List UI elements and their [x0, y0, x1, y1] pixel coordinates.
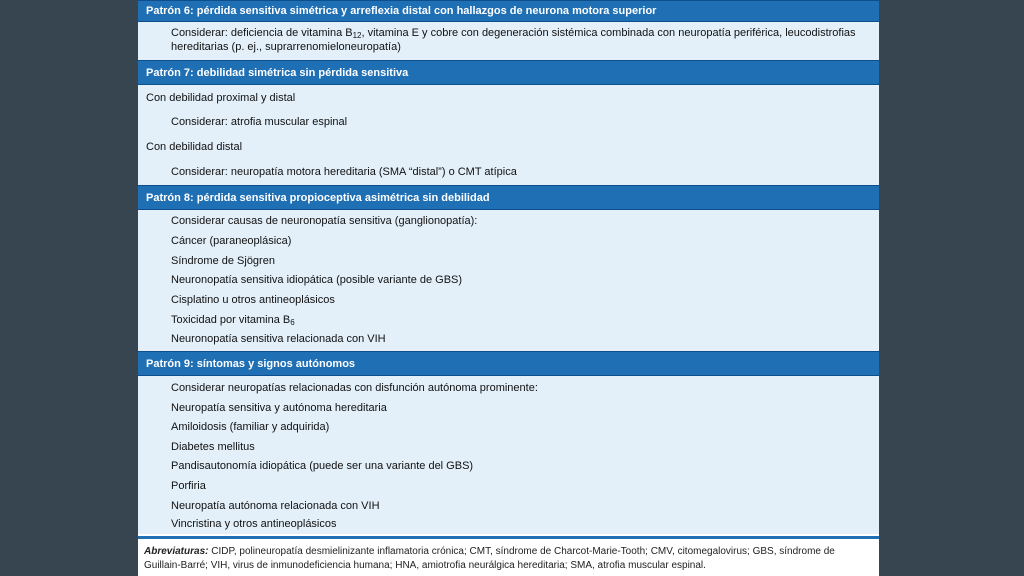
pattern-9-body: [138, 376, 879, 534]
abbreviations-footnote: [144, 545, 874, 573]
pattern-7-body: [138, 85, 879, 185]
document-page: [138, 0, 879, 576]
footnote-text: CIDP, polineuropatía desmielinizante inflamatoria crónica; CMT, síndrome de Charcot-Marie-Tooth; CMV, citomegalovirus; GBS, síndrome de Guillain-Barré; VIH, virus de inmunodeficiencia humana; HNA, amiotrofia neurálgica hereditaria; SMA, atrofia muscular espinal.: [144, 546, 835, 571]
list-item: Neuronopatía sensitiva idiopática (posible variante de GBS): [171, 274, 463, 286]
pattern-7-subheading-2: Con debilidad distal: [146, 141, 243, 153]
table-bottom-rule: [138, 536, 879, 539]
list-item: Neuropatía sensitiva y autónoma hereditaria: [171, 402, 387, 414]
list-item: Neuropatía autónoma relacionada con VIH: [171, 500, 380, 512]
list-item: Vincristina y otros antineoplásicos: [171, 518, 337, 530]
list-item: Cisplatino u otros antineoplásicos: [171, 294, 335, 306]
footnote-label: Abreviaturas:: [144, 546, 209, 557]
pattern-9-intro: Considerar neuropatías relacionadas con disfunción autónoma prominente:: [171, 382, 538, 394]
pattern-6-body: [138, 22, 879, 60]
subscript: 12: [352, 31, 362, 40]
consider-text: Considerar: deficiencia de vitamina B: [171, 27, 353, 39]
pattern-8-header: Patrón 8: pérdida sensitiva propioceptiva asimétrica sin debilidad: [138, 185, 879, 210]
pattern-9-header: Patrón 9: síntomas y signos autónomos: [138, 351, 879, 376]
list-item: Pandisautonomía idiopática (puede ser una variante del GBS): [171, 460, 474, 472]
subscript: 6: [290, 318, 295, 327]
pattern-6-consider: [171, 26, 861, 54]
pattern-7-consider-1: Considerar: atrofia muscular espinal: [171, 116, 348, 128]
list-item: Amiloidosis (familiar y adquirida): [171, 421, 330, 433]
pattern-8-body: [138, 210, 879, 351]
list-item: Cáncer (paraneoplásica): [171, 235, 292, 247]
pattern-7-consider-2: Considerar: neuropatía motora hereditaria (SMA “distal”) o CMT atípica: [171, 166, 517, 178]
list-item: [171, 313, 295, 327]
list-item: Porfiria: [171, 480, 206, 492]
pattern-7-subheading-1: Con debilidad proximal y distal: [146, 92, 296, 104]
pattern-7-header: Patrón 7: debilidad simétrica sin pérdida sensitiva: [138, 60, 879, 85]
consider-text-cont: , vitamina E y cobre con degeneración sistémica combinada con neuropatía periférica, leucodistrofias hereditarias (p. ej., suprarrenomieloneuropatía): [171, 27, 856, 53]
pattern-8-intro: Considerar causas de neuronopatía sensitiva (ganglionopatía):: [171, 215, 478, 227]
list-item: Neuronopatía sensitiva relacionada con VIH: [171, 333, 386, 345]
list-item: Diabetes mellitus: [171, 441, 255, 453]
list-item: Síndrome de Sjögren: [171, 255, 275, 267]
pattern-6-header: Patrón 6: pérdida sensitiva simétrica y arreflexia distal con hallazgos de neurona motora superior: [138, 0, 879, 22]
item-text: Toxicidad por vitamina B: [171, 314, 291, 326]
